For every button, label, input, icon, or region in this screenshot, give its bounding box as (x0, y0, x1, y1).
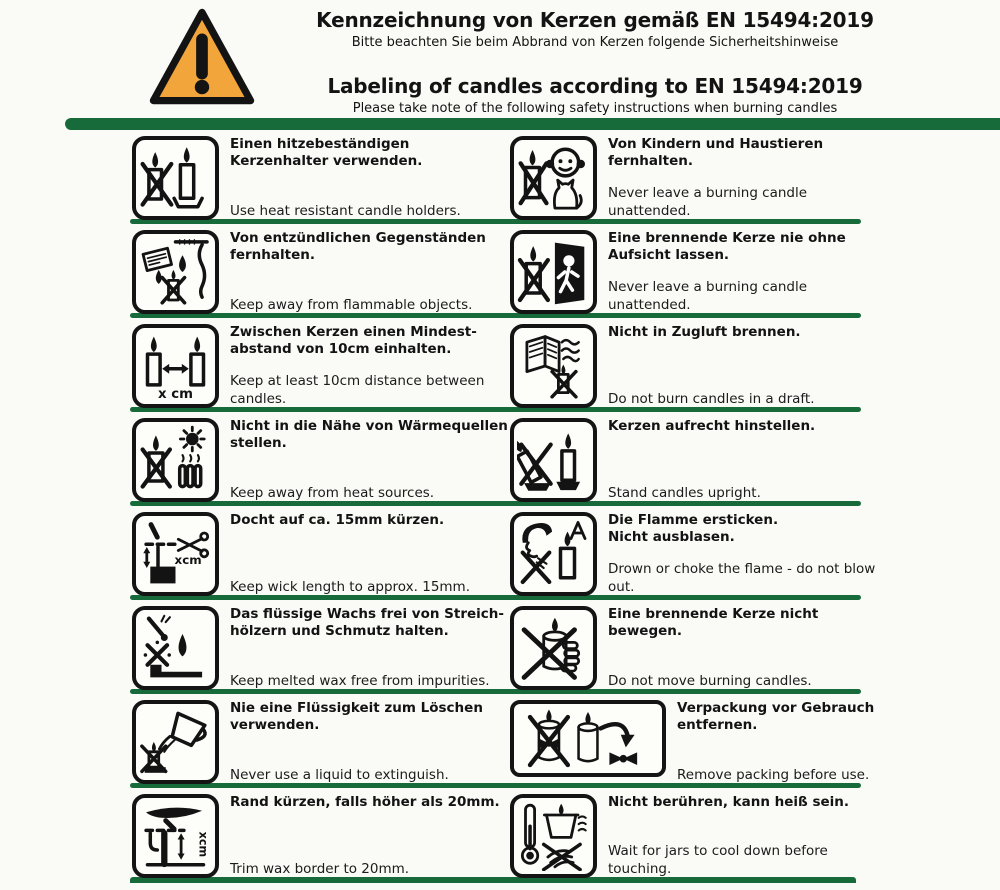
instruction-cell (510, 512, 1000, 595)
svg-text:x cm: x cm (158, 387, 193, 401)
svg-text:xcm: xcm (196, 831, 210, 858)
title-english: Labeling of candles according to EN 15494:2019 (327, 73, 863, 98)
instruction-de: Nicht in die Nähe von Wärmequellen stellen. (230, 418, 508, 452)
instruction-en: Wait for jars to cool down before touching. (608, 843, 828, 877)
instruction-en: Keep away from flammable objects. (230, 296, 473, 313)
instruction-texts (608, 230, 890, 314)
instruction-en: Use heat resistant candle holders. (230, 202, 461, 219)
instruction-cell (132, 418, 510, 501)
header (0, 0, 1000, 118)
instruction-en: Remove packing before use. (677, 766, 870, 783)
remove-packaging-icon (510, 700, 666, 777)
instruction-cell (510, 230, 1000, 313)
instruction-cell (510, 324, 1000, 407)
instruction-row (0, 318, 1000, 407)
svg-text:xcm: xcm (174, 552, 202, 567)
instruction-cell (510, 606, 1000, 689)
instruction-de: Nicht berühren, kann heiß sein. (608, 794, 850, 810)
instruction-cell (132, 324, 510, 407)
instruction-texts (230, 230, 510, 314)
header-titles (270, 0, 920, 116)
instruction-row (0, 224, 1000, 313)
keep-from-heat-sources-icon (132, 418, 219, 502)
header-divider-bar (65, 118, 1000, 130)
instruction-texts (230, 606, 510, 690)
instruction-texts (230, 512, 470, 596)
instruction-texts (230, 136, 510, 220)
instruction-en: Never use a liquid to extinguish. (230, 766, 449, 783)
stand-upright-icon (510, 418, 597, 502)
instruction-texts (608, 512, 890, 596)
warning-triangle-icon (148, 7, 256, 111)
no-liquid-extinguish-icon (132, 700, 219, 784)
instruction-texts (230, 794, 500, 878)
instruction-de: Eine brennende Kerze nicht bewegen. (608, 606, 819, 640)
instruction-de: Die Flamme ersticken. Nicht ausblasen. (608, 512, 779, 546)
title-german: Kennzeichnung von Kerzen gemäß EN 15494:2019 (316, 8, 874, 32)
instruction-texts (230, 700, 510, 784)
instruction-texts (608, 324, 815, 408)
instruction-en: Keep melted wax free from impurities. (230, 672, 490, 689)
instruction-en: Do not burn candles in a draft. (608, 390, 815, 407)
instruction-row (0, 600, 1000, 689)
instruction-de: Nicht in Zugluft brennen. (608, 324, 801, 340)
instruction-texts (608, 418, 815, 502)
instruction-en: Never leave a burning candle unattended. (608, 279, 808, 313)
instruction-cell (132, 136, 510, 219)
instruction-de: Nie eine Flüssigkeit zum Löschen verwenden. (230, 700, 483, 734)
keep-from-children-and-pets-icon (510, 136, 597, 220)
use-heat-resistant-holder-icon (132, 136, 219, 220)
instruction-texts (230, 418, 510, 502)
instruction-en: Trim wax border to 20mm. (230, 860, 410, 877)
instruction-texts (608, 136, 890, 220)
keep-from-flammable-objects-icon (132, 230, 219, 314)
instruction-en: Stand candles upright. (608, 484, 761, 501)
instruction-de: Verpackung vor Gebrauch entfernen. (677, 700, 875, 734)
instruction-en: Keep at least 10cm distance between candles. (230, 373, 485, 407)
instruction-cell (132, 700, 510, 783)
subtitle-english: Please take note of the following safety instructions when burning candles (352, 100, 838, 116)
hot-jar-icon (510, 794, 597, 878)
choke-flame-icon (510, 512, 597, 596)
candle-distance-icon (132, 324, 219, 408)
instruction-row (0, 130, 1000, 219)
instruction-de: Von Kindern und Haustieren fernhalten. (608, 136, 824, 170)
instruction-cell (132, 794, 510, 877)
trim-wax-border-icon (132, 794, 219, 878)
instruction-cell (132, 230, 510, 313)
instruction-cell (510, 418, 1000, 501)
instruction-en: Keep wick length to approx. 15mm. (230, 578, 470, 595)
instruction-texts (230, 324, 510, 408)
instruction-en: Do not move burning candles. (608, 672, 812, 689)
subtitle-german: Bitte beachten Sie beim Abbrand von Kerzen folgende Sicherheitshinweise (351, 35, 839, 50)
instruction-row (0, 694, 1000, 783)
instruction-en: Never leave a burning candle unattended. (608, 185, 808, 219)
instruction-en: Keep away from heat sources. (230, 484, 435, 501)
no-draft-icon (510, 324, 597, 408)
instruction-de: Das flüssige Wachs frei von Streich-hölzern und Schmutz halten. (230, 606, 504, 640)
instruction-de: Kerzen aufrecht hinstellen. (608, 418, 816, 434)
instruction-texts (608, 606, 890, 690)
do-not-move-icon (510, 606, 597, 690)
keep-wax-clean-icon (132, 606, 219, 690)
trim-wick-icon (132, 512, 219, 596)
instruction-texts (608, 794, 890, 878)
instruction-de: Einen hitzebeständigen Kerzenhalter verwenden. (230, 136, 423, 170)
instruction-de: Docht auf ca. 15mm kürzen. (230, 512, 445, 528)
instruction-row (0, 788, 1000, 877)
instruction-cell (510, 700, 1000, 783)
instruction-en: Drown or choke the flame - do not blow out. (608, 561, 876, 595)
instruction-cell (132, 512, 510, 595)
instruction-texts (677, 700, 923, 784)
instruction-row (0, 412, 1000, 501)
instruction-de: Eine brennende Kerze nie ohne Aufsicht lassen. (608, 230, 846, 264)
instruction-cell (510, 136, 1000, 219)
instruction-cell (132, 606, 510, 689)
instruction-row (0, 506, 1000, 595)
instruction-cell (510, 794, 1000, 877)
instruction-de: Zwischen Kerzen einen Mindest-abstand von 10cm einhalten. (230, 324, 477, 358)
never-leave-unattended-icon (510, 230, 597, 314)
instruction-de: Rand kürzen, falls höher als 20mm. (230, 794, 500, 810)
instruction-de: Von entzündlichen Gegenständen fernhalten. (230, 230, 486, 264)
